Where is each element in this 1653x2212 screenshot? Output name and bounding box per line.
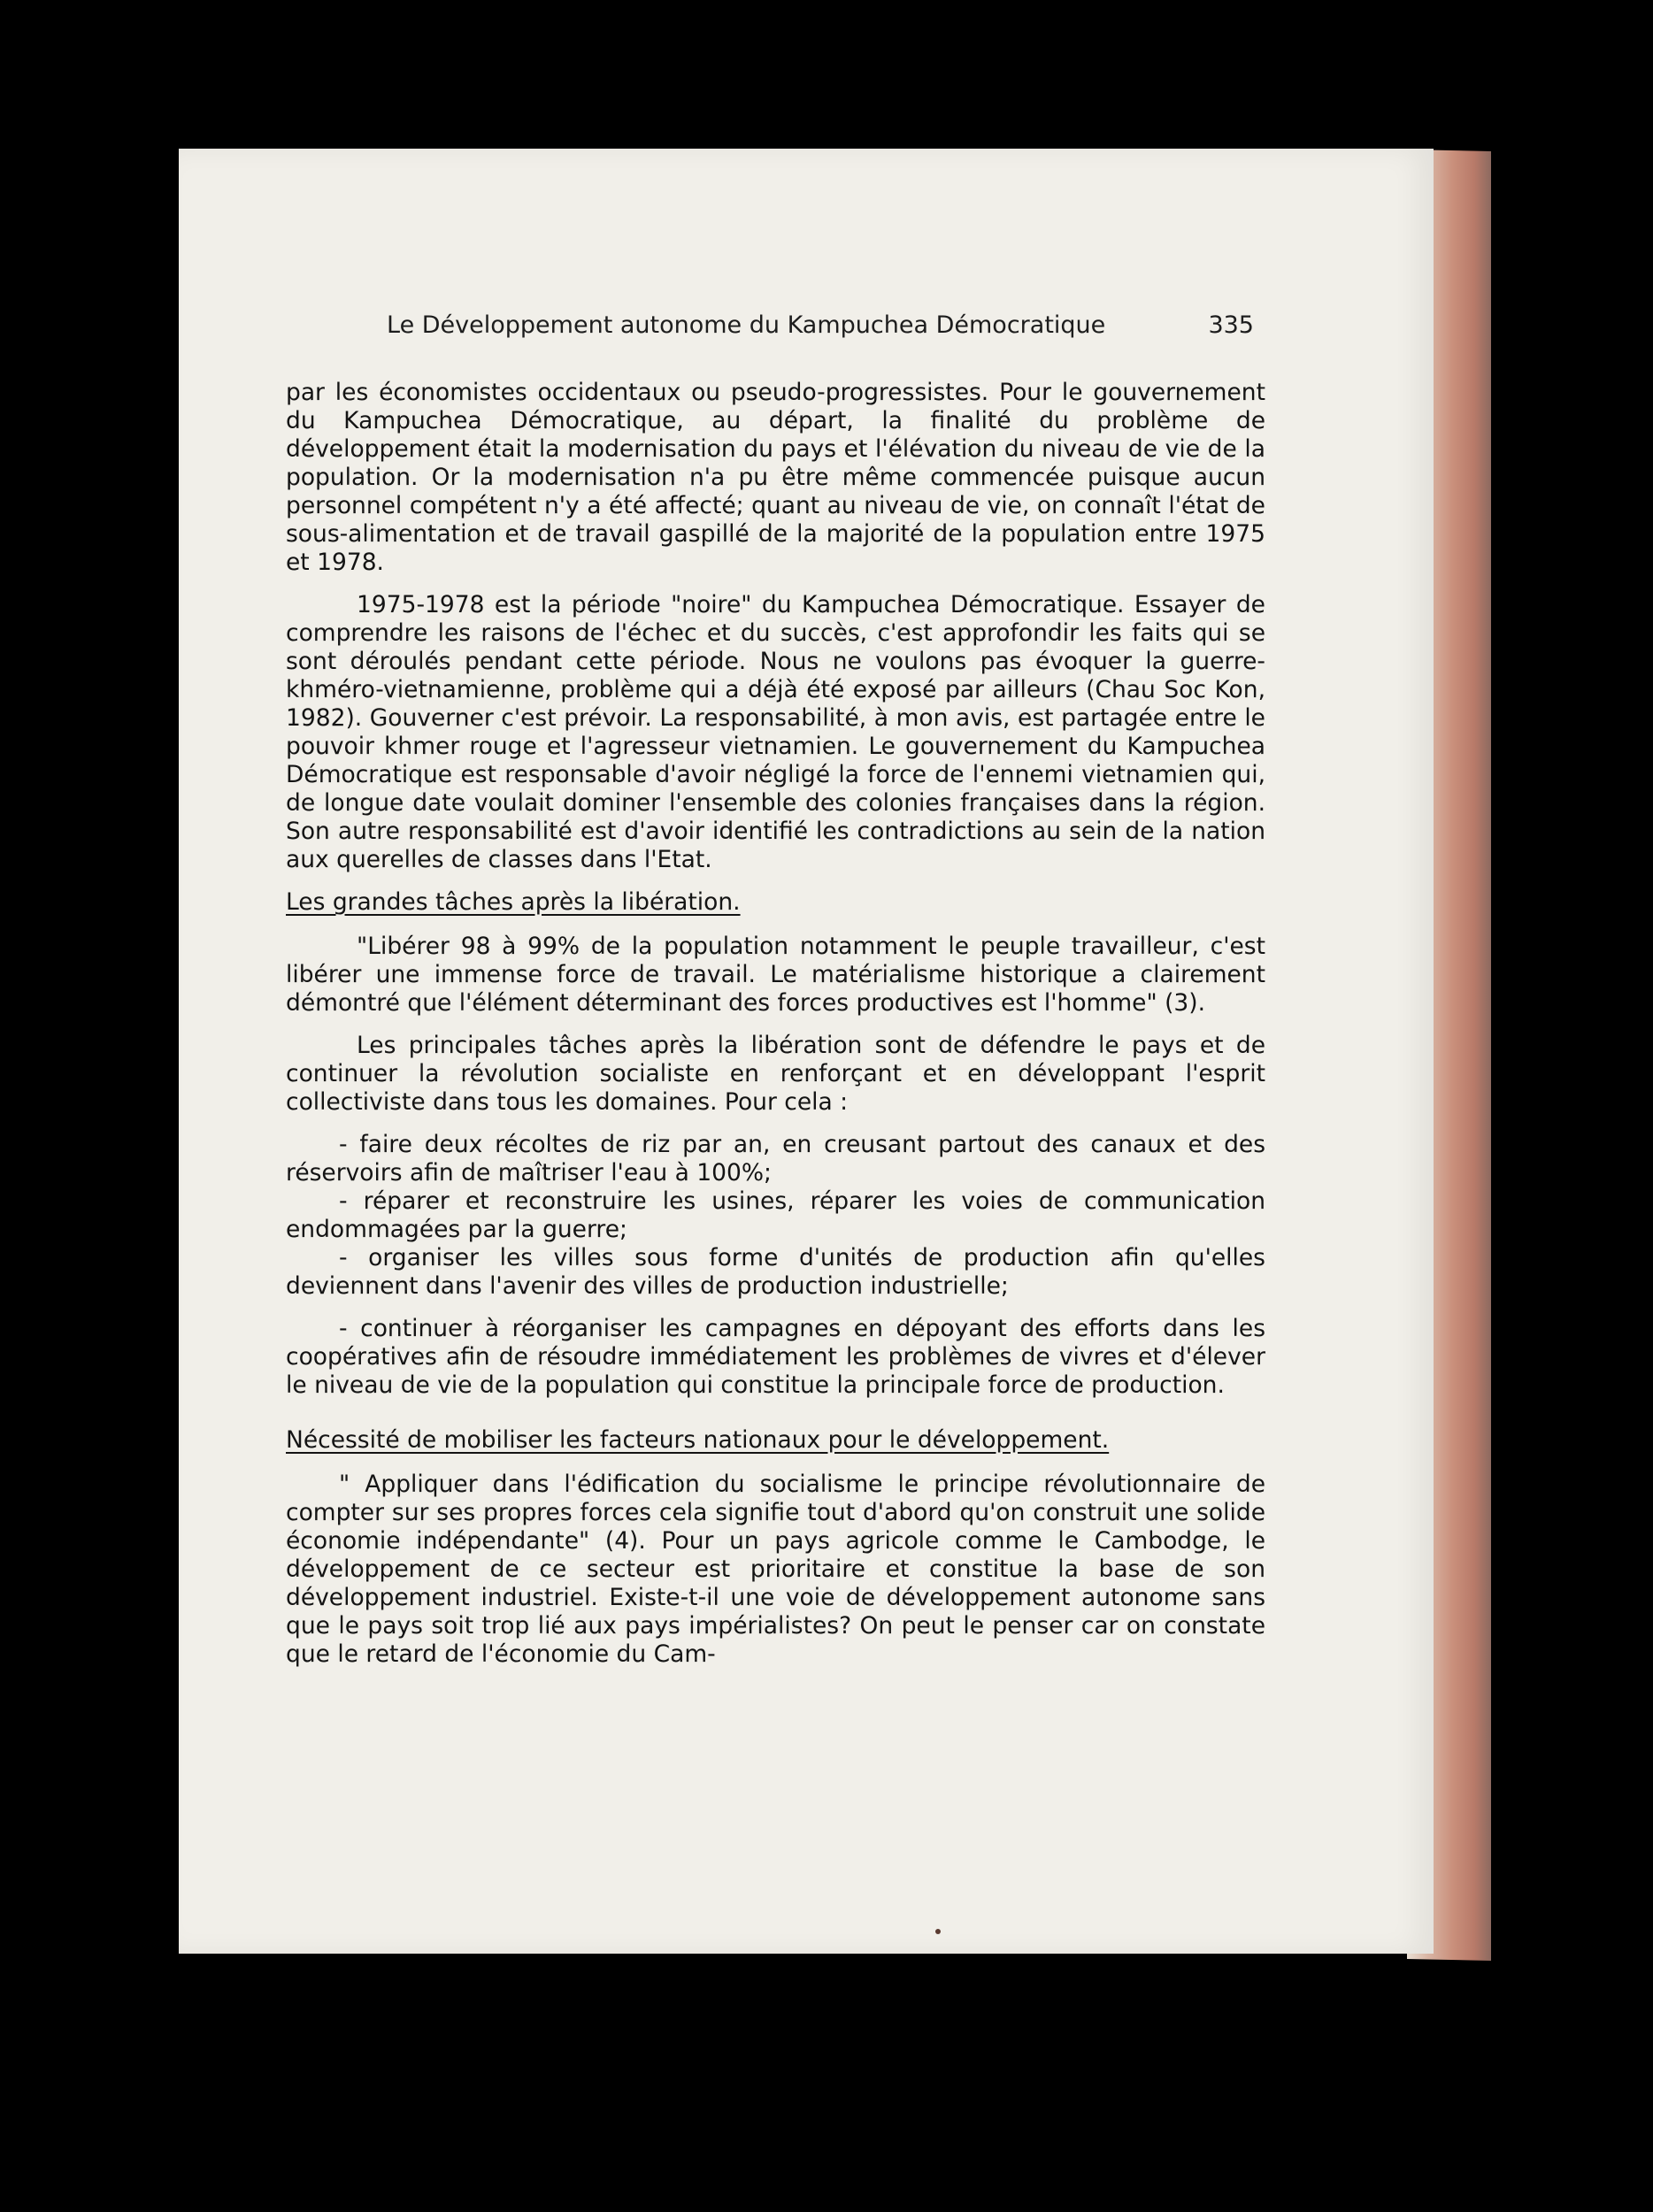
paragraph-2: 1975-1978 est la période "noire" du Kampuchea Démocratique. Essayer de comprendre les raisons de l'échec et du succès, c'est approfondir les faits qui se sont déroulés pendant cette période. Nous ne voulons pas évoquer la guerre-khméro-vietnamienne, problème qui a déjà été exposé par ailleurs (Chau Soc Kon, 1982). Gouverner c'est prévoir. La responsabilité, à mon avis, est partagée entre le pouvoir khmer rouge et l'agresseur vietnamien. Le gouvernement du Kampuchea Démocratique est responsable d'avoir négligé la force de l'ennemi vietnamien qui, de longue date voulait dominer l'ensemble des colonies françaises dans la région. Son autre responsabilité est d'avoir identifié les contradictions au sein de la nation aux querelles de classes dans l'Etat. <box>286 591 1265 873</box>
paragraph-principales-taches: Les principales tâches après la libération sont de défendre le pays et de continuer la révolution socialiste en renforçant et en développant l'esprit collectiviste dans tous les domaines. Pour cela : <box>286 1032 1265 1116</box>
paragraph-appliquer: " Appliquer dans l'édification du socialisme le principe révolutionnaire de compter sur ses propres forces cela signifie tout d'abord qu'on construit une solide économie indépendante" (4). Pour un pays agricole comme le Cambodge, le développement de ce secteur est prioritaire et constitue la base de son développement industriel. Existe-t-il une voie de développement autonome sans que le pays soit trop lié aux pays impérialistes? On peut le penser car on constate que le retard de l'économie du Cam- <box>286 1471 1265 1668</box>
list-item: - continuer à réorganiser les campagnes en dépoyant des efforts dans les coopératives afin de résoudre immédiatement les problèmes de vivres et d'élever le niveau de vie de la population qui constitue la principale force de production. <box>286 1315 1265 1399</box>
list-item: - faire deux récoltes de riz par an, en creusant partout des canaux et des réservoirs afin de maîtriser l'eau à 100%; <box>286 1131 1265 1187</box>
list-item: - organiser les villes sous forme d'unités de production afin qu'elles deviennent dans l'avenir des villes de production industrielle; <box>286 1244 1265 1300</box>
list-item: - réparer et reconstruire les usines, réparer les voies de communication endommagées par la guerre; <box>286 1187 1265 1243</box>
running-header <box>387 311 1254 347</box>
section-heading-liberation: Les grandes tâches après la libération. <box>286 888 741 916</box>
section-heading-facteurs-nationaux: Nécessité de mobiliser les facteurs nationaux pour le développement. <box>286 1426 1110 1454</box>
page-number: 335 <box>1208 311 1254 339</box>
page-body <box>286 379 1265 1683</box>
paragraph-quote-liberer: "Libérer 98 à 99% de la population notamment le peuple travailleur, c'est libérer une immense force de travail. Le matérialisme historique a clairement démontré que l'élément déterminant des forces productives est l'homme" (3). <box>286 933 1265 1017</box>
ink-spot <box>935 1929 941 1934</box>
paragraph-1: par les économistes occidentaux ou pseudo-progressistes. Pour le gouvernement du Kampuchea Démocratique, au départ, la finalité du problème de développement était la modernisation du pays et l'élévation du niveau de vie de la population. Or la modernisation n'a pu être même commencée puisque aucun personnel compétent n'y a été affecté; quant au niveau de vie, on connaît l'état de sous-alimentation et de travail gaspillé de la majorité de la population entre 1975 et 1978. <box>286 379 1265 576</box>
running-title: Le Développement autonome du Kampuchea Démocratique <box>387 311 1106 339</box>
